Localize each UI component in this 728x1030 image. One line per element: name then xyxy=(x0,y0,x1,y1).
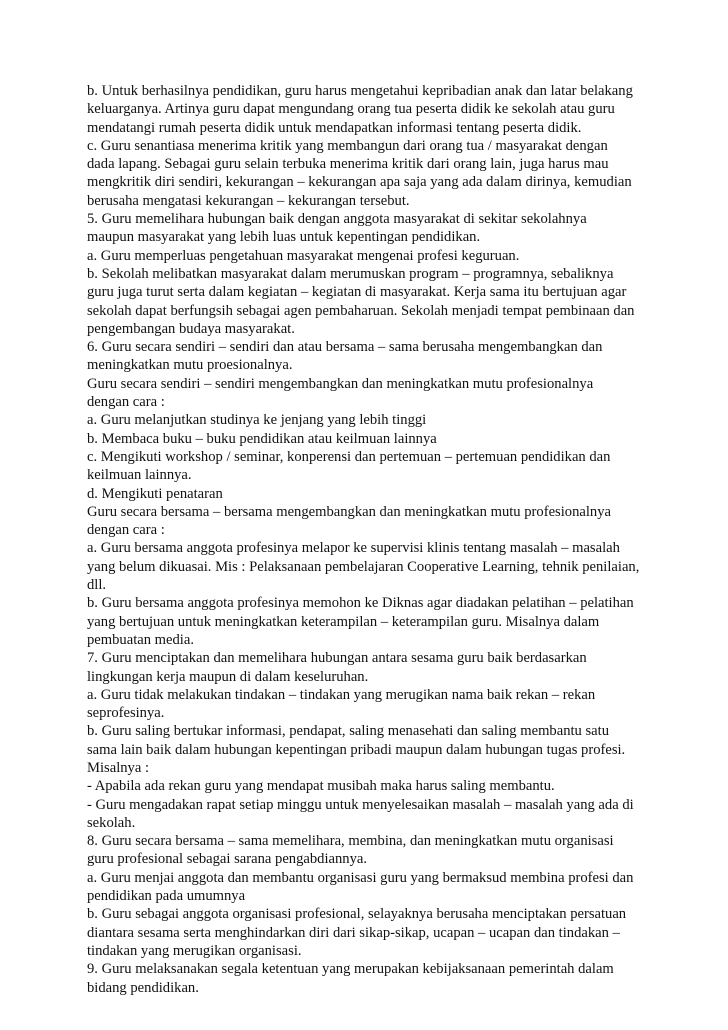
text-line: - Guru mengadakan rapat setiap minggu untuk menyelesaikan masalah – masalah yang ada di xyxy=(87,796,634,813)
text-line: guru profesional sebagai sarana pengabdiannya. xyxy=(87,851,368,868)
text-line: b. Guru sebagai anggota organisasi profesional, selayaknya berusaha menciptakan persatuan xyxy=(87,906,627,923)
text-line: a. Guru menjai anggota dan membantu organisasi guru yang bermaksud membina profesi dan xyxy=(87,869,634,886)
text-line: Guru secara bersama – bersama mengembangkan dan meningkatkan mutu profesionalnya xyxy=(87,503,611,520)
text-line: guru juga turut serta dalam kegiatan – kegiatan di masyarakat. Kerja sama itu bertujuan agar xyxy=(87,284,627,301)
text-line: b. Untuk berhasilnya pendidikan, guru harus mengetahui kepribadian anak dan latar belakang xyxy=(87,83,633,99)
text-line: d. Mengikuti penataran xyxy=(87,485,223,502)
text-line: yang belum dikuasai. Mis : Pelaksanaan pembelajaran Cooperative Learning, tehnik penilaian, xyxy=(87,558,640,575)
text-line: meningkatkan mutu proesionalnya. xyxy=(87,357,293,374)
text-line: - Apabila ada rekan guru yang mendapat musibah maka harus saling membantu. xyxy=(87,778,555,795)
document-body xyxy=(87,82,668,997)
text-line: diantara sesama serta menghindarkan diri dari sikap-sikap, ucapan – ucapan dan tindakan – xyxy=(87,924,620,941)
text-line: sama lain baik dalam hubungan kepentingan pribadi maupun dalam hubungan tugas profesi. xyxy=(87,741,626,758)
text-line: dll. xyxy=(87,577,107,594)
text-line: lingkungan kerja maupun di dalam keseluruhan. xyxy=(87,668,369,685)
text-line: dada lapang. Sebagai guru selain terbuka menerima kritik dari orang lain, juga harus mau xyxy=(87,156,609,173)
text-line: sekolah dapat berfungsih sebagai agen pembaharuan. Sekolah menjadi tempat pembinaan dan xyxy=(87,302,635,319)
text-line: 8. Guru secara bersama – sama memelihara, membina, dan meningkatkan mutu organisasi xyxy=(87,833,614,850)
text-line: mendatangi rumah peserta didik untuk mendapatkan informasi tentang peserta didik. xyxy=(87,119,582,136)
text-line: b. Guru bersama anggota profesinya memohon ke Diknas agar diadakan pelatihan – pelatihan xyxy=(87,595,634,612)
text-line: maupun masyarakat yang lebih luas untuk kepentingan pendidikan. xyxy=(87,229,481,246)
text-line: c. Mengikuti workshop / seminar, konperensi dan pertemuan – pertemuan pendidikan dan xyxy=(87,448,611,465)
text-line: pembuatan media. xyxy=(87,631,194,648)
text-line: a. Guru bersama anggota profesinya melapor ke supervisi klinis tentang masalah – masalah xyxy=(87,540,620,557)
text-line: Misalnya : xyxy=(87,759,150,776)
text-line: yang bertujuan untuk meningkatkan keterampilan – keterampilan guru. Misalnya dalam xyxy=(87,613,600,630)
text-line: b. Sekolah melibatkan masyarakat dalam merumuskan program – programnya, sebaliknya xyxy=(87,265,614,282)
text-line: berusaha mengatasi kekurangan – kekurangan tersebut. xyxy=(87,192,410,209)
text-line: 5. Guru memelihara hubungan baik dengan anggota masyarakat di sekitar sekolahnya xyxy=(87,211,587,228)
text-line: a. Guru melanjutkan studinya ke jenjang yang lebih tinggi xyxy=(87,412,427,429)
text-line: c. Guru senantiasa menerima kritik yang membangun dari orang tua / masyarakat dengan xyxy=(87,137,608,154)
text-line: Guru secara sendiri – sendiri mengembangkan dan meningkatkan mutu profesionalnya xyxy=(87,375,594,392)
text-line: seprofesinya. xyxy=(87,705,165,722)
text-line: sekolah. xyxy=(87,814,136,831)
text-line: a. Guru tidak melakukan tindakan – tindakan yang merugikan nama baik rekan – rekan xyxy=(87,686,596,703)
text-line: bidang pendidikan. xyxy=(87,979,199,996)
text-line: keilmuan lainnya. xyxy=(87,467,192,484)
text-line: tindakan yang merugikan organisasi. xyxy=(87,942,302,959)
text-line: mengkritik diri sendiri, kekurangan – kekurangan apa saja yang ada dalam dirinya, kemudian xyxy=(87,174,632,191)
text-line: b. Guru saling bertukar informasi, pendapat, saling menasehati dan saling membantu satu xyxy=(87,723,609,740)
text-line: pengembangan budaya masyarakat. xyxy=(87,320,295,337)
text-line: 7. Guru menciptakan dan memelihara hubungan antara sesama guru baik berdasarkan xyxy=(87,650,587,667)
text-line: pendidikan pada umumnya xyxy=(87,888,246,905)
text-line: keluarganya. Artinya guru dapat mengundang orang tua peserta didik ke sekolah atau guru xyxy=(87,101,615,118)
text-line: a. Guru memperluas pengetahuan masyarakat mengenai profesi keguruan. xyxy=(87,247,520,264)
text-line: 9. Guru melaksanakan segala ketentuan yang merupakan kebijaksanaan pemerintah dalam xyxy=(87,961,614,978)
text-line: dengan cara : xyxy=(87,522,165,539)
text-line: dengan cara : xyxy=(87,394,165,411)
text-line: 6. Guru secara sendiri – sendiri dan atau bersama – sama berusaha mengembangkan dan xyxy=(87,339,603,356)
text-line: b. Membaca buku – buku pendidikan atau keilmuan lainnya xyxy=(87,430,437,447)
